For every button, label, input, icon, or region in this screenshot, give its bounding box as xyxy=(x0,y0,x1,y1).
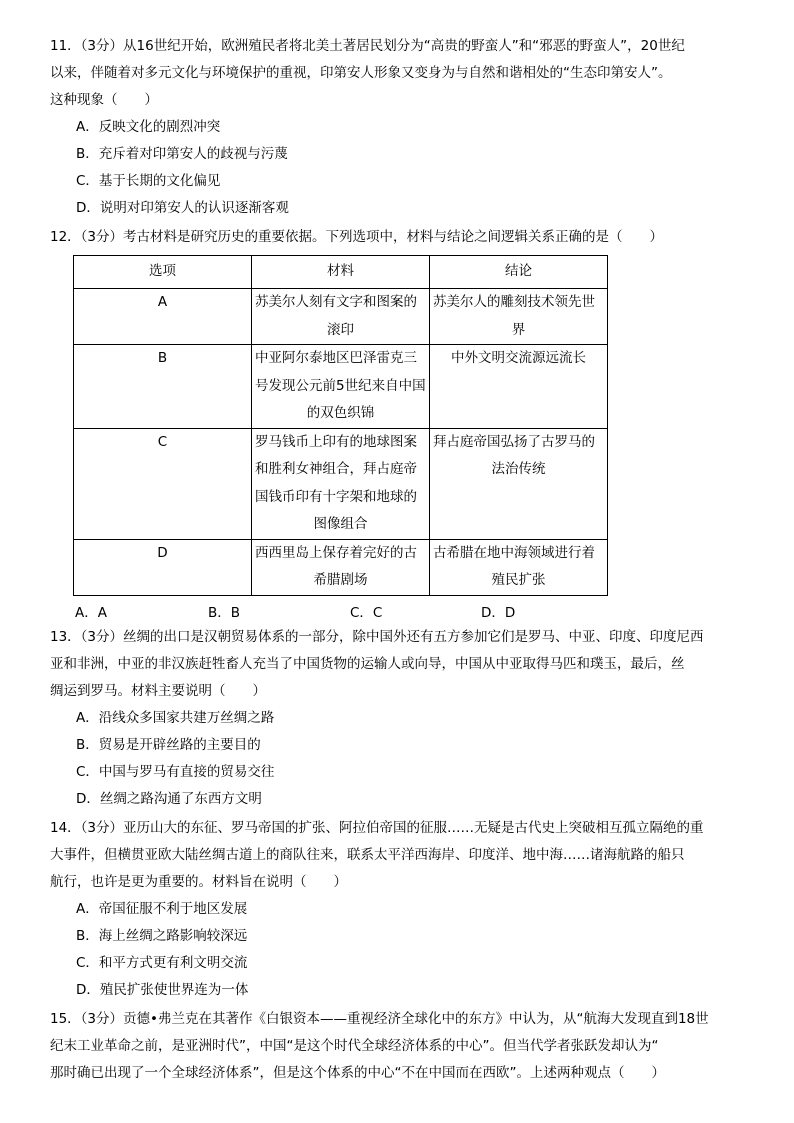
option-b: B．海上丝绸之路影响较深远 xyxy=(76,928,248,944)
option-d: D．殖民扩张使世界连为一体 xyxy=(76,982,249,998)
row-material xyxy=(252,539,430,595)
conclusion-line: 法治传统 xyxy=(491,461,546,477)
question-14 xyxy=(50,815,750,1004)
option-d: D．丝绸之路沟通了东西方文明 xyxy=(76,791,262,807)
question-stem-line: 15．（3分）贡德•弗兰克在其著作《白银资本——重视经济全球化中的东方》中认为，从“航海大发现直到18世 xyxy=(50,1011,709,1027)
option-c: C．和平方式更有利文明交流 xyxy=(76,955,248,971)
table-header-row xyxy=(74,256,608,289)
material-line: 滚印 xyxy=(327,321,354,338)
option-b: B．B xyxy=(208,605,241,621)
question-stem-line: 14．（3分）亚历山大的东征、罗马帝国的扩张、阿拉伯帝国的征服……无疑是古代史上突破相互孤立隔绝的重 xyxy=(50,820,704,836)
material-line: 国钱币印有十字架和地球的 xyxy=(255,488,417,505)
row-material xyxy=(252,345,430,429)
row-option: A xyxy=(74,289,252,345)
header-material: 材料 xyxy=(252,256,430,289)
material-line: 中亚阿尔泰地区巴泽雷克三 xyxy=(255,350,417,366)
question-stem-line: 航行，也许是更为重要的。材料旨在说明（ ） xyxy=(50,874,347,890)
row-conclusion xyxy=(430,289,608,345)
row-material xyxy=(252,289,430,345)
option-b: B．贸易是开辟丝路的主要目的 xyxy=(76,737,261,753)
row-conclusion xyxy=(430,345,608,429)
material-line: 罗马钱币上印有的地球图案 xyxy=(255,433,417,450)
conclusion-line: 中外文明交流源远流长 xyxy=(451,350,586,366)
row-option: D xyxy=(74,539,252,595)
option-a: A．反映文化的剧烈冲突 xyxy=(76,119,221,135)
conclusion-line: 古希腊在地中海领域进行着 xyxy=(433,544,595,561)
material-line: 号发现公元前5世纪来自中国 xyxy=(255,377,426,394)
question-stem-line: 亚和非洲，中亚的非汉族赶牲畜人充当了中国货物的运输人或向导，中国从中亚取得马匹和璞玉，最后，丝 xyxy=(50,656,685,672)
question-stem-line: 大事件，但横贯亚欧大陆丝绸古道上的商队往来，联系太平洋西海岸、印度洋、地中海……诸海航路的船只 xyxy=(50,847,685,863)
option-b: B．充斥着对印第安人的歧视与污蔑 xyxy=(76,146,288,162)
material-line: 和胜利女神组合，拜占庭帝 xyxy=(255,461,417,477)
option-c: C．C xyxy=(350,605,383,621)
question-13 xyxy=(50,624,750,813)
row-material xyxy=(252,428,430,539)
header-conclusion: 结论 xyxy=(430,256,608,289)
table-row xyxy=(74,289,608,345)
question-15 xyxy=(50,1006,750,1087)
question-stem-line: 11．（3分）从16世纪开始，欧洲殖民者将北美土著居民划分为“高贵的野蛮人”和“邪恶的野蛮人”，20世纪 xyxy=(50,38,685,54)
question-12 xyxy=(50,224,750,251)
option-a: A．沿线众多国家共建万丝绸之路 xyxy=(76,710,275,726)
option-d: D．说明对印第安人的认识逐渐客观 xyxy=(76,200,289,216)
option-c: C．基于长期的文化偏见 xyxy=(76,173,221,189)
question-stem-line: 那时确已出现了一个全球经济体系”，但是这个体系的中心“不在中国而在西欧”。上述两种观点（ ） xyxy=(50,1065,665,1081)
row-conclusion xyxy=(430,428,608,539)
conclusion-line: 苏美尔人的雕刻技术领先世 xyxy=(433,294,595,310)
question-stem-line: 绸运到罗马。材料主要说明（ ） xyxy=(50,683,266,699)
question-stem-line: 这种现象（ ） xyxy=(50,92,158,108)
option-c: C．中国与罗马有直接的贸易交往 xyxy=(76,764,275,780)
option-a: A．A xyxy=(75,605,107,621)
question-stem-line: 以来，伴随着对多元文化与环境保护的重视，印第安人形象又变身为与自然和谐相处的“生态印第安人”。 xyxy=(50,65,672,81)
header-option: 选项 xyxy=(74,256,252,289)
question-12-answers xyxy=(75,602,635,624)
question-stem-line: 纪末工业革命之前，是亚洲时代”，中国“是这个时代全球经济体系的中心”。但当代学者张跃发却认为“ xyxy=(50,1038,659,1054)
table-row xyxy=(74,539,608,595)
material-line: 的双色织锦 xyxy=(306,405,375,421)
question-stem-line: 12．（3分）考古材料是研究历史的重要依据。下列选项中，材料与结论之间逻辑关系正确的是（ ） xyxy=(50,229,664,245)
table-row xyxy=(74,428,608,539)
conclusion-line: 拜占庭帝国弘扬了古罗马的 xyxy=(433,433,595,450)
material-line: 希腊剧场 xyxy=(313,572,368,588)
material-line: 图像组合 xyxy=(313,516,368,532)
material-line: 西西里岛上保存着完好的古 xyxy=(255,544,417,561)
question-11 xyxy=(50,33,750,222)
row-conclusion xyxy=(430,539,608,595)
row-option: B xyxy=(74,345,252,429)
option-d: D．D xyxy=(481,605,516,621)
evidence-table xyxy=(73,255,608,596)
conclusion-line: 界 xyxy=(511,321,526,338)
table-row xyxy=(74,345,608,429)
question-stem-line: 13．（3分）丝绸的出口是汉朝贸易体系的一部分，除中国外还有五方参加它们是罗马、中亚、印度、印度尼西 xyxy=(50,629,704,645)
option-a: A．帝国征服不利于地区发展 xyxy=(76,901,248,917)
material-line: 苏美尔人刻有文字和图案的 xyxy=(255,294,417,310)
row-option: C xyxy=(74,428,252,539)
conclusion-line: 殖民扩张 xyxy=(491,572,546,588)
